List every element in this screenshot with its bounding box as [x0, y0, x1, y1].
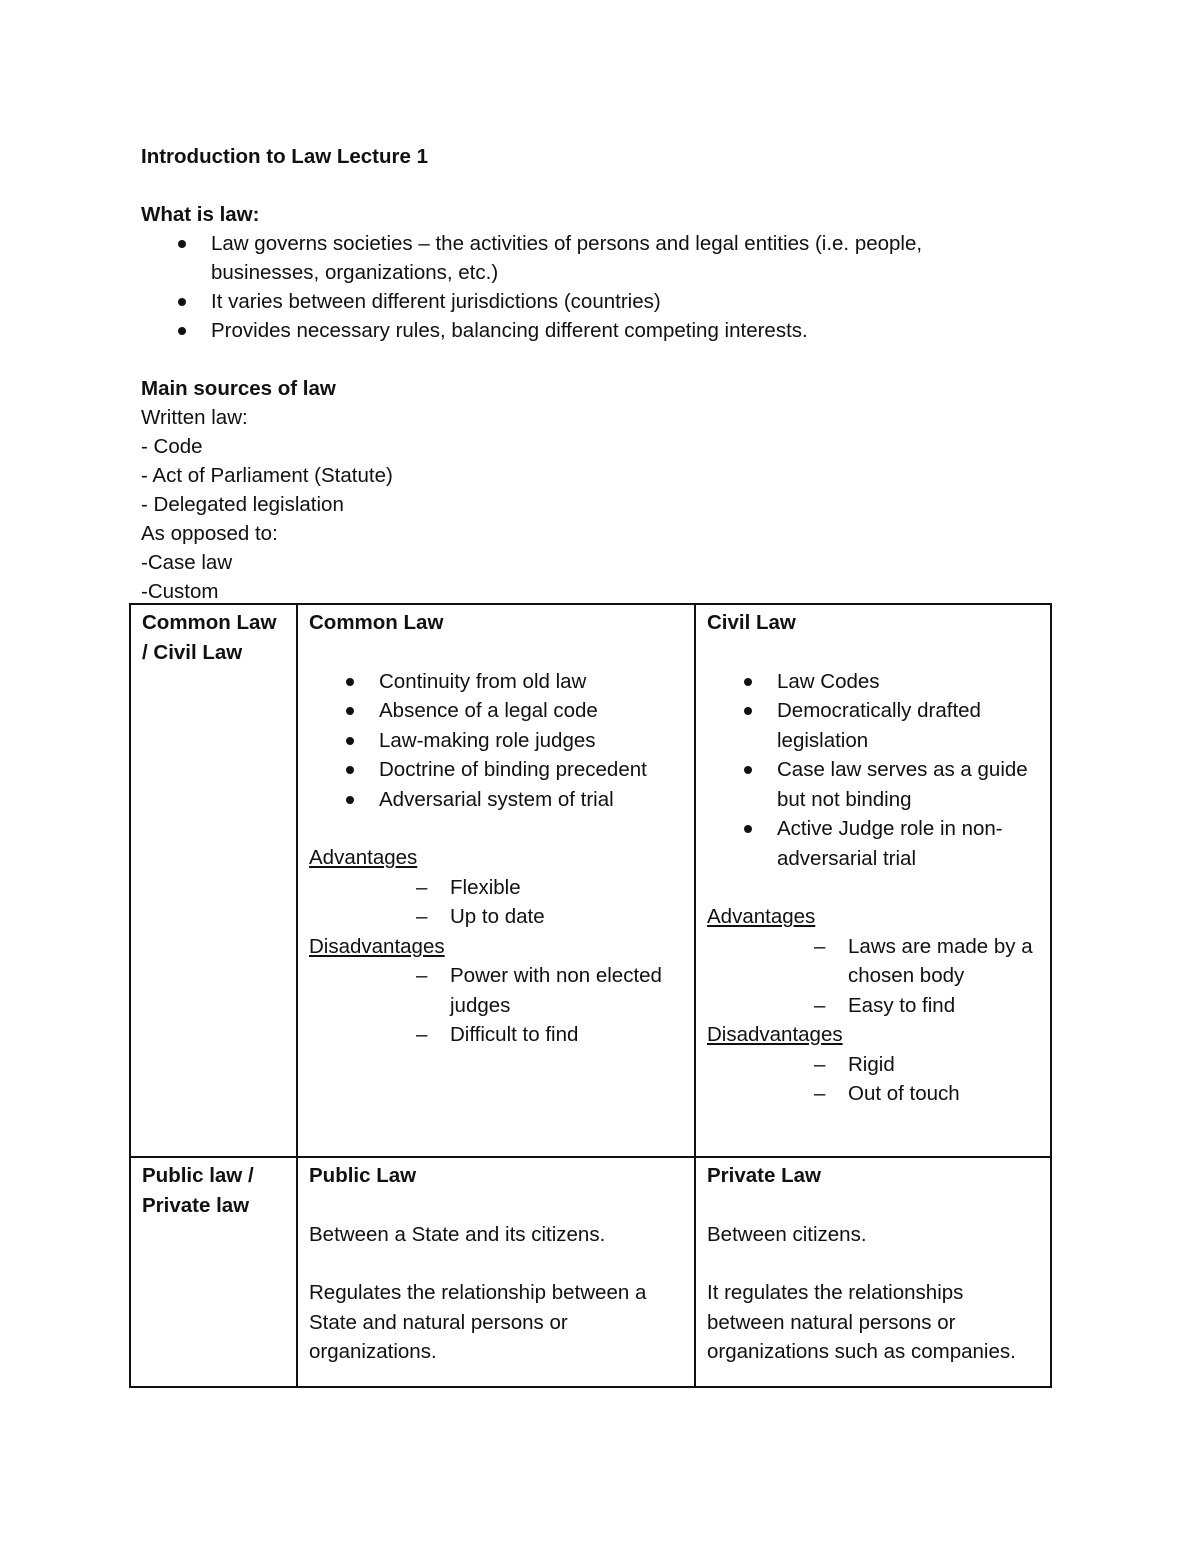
list-item: Law governs societies – the activities of persons and legal entities (i.e. people, businesses, organizations, etc.)	[211, 229, 1001, 287]
list-item: Provides necessary rules, balancing different competing interests.	[211, 316, 1061, 345]
public-law-heading: Public Law	[309, 1164, 417, 1187]
civil-law-features	[707, 667, 1040, 874]
comparison-table	[129, 603, 1052, 1388]
private-law-heading: Private Law	[707, 1164, 821, 1187]
list-item: Democratically drafted legislation	[777, 696, 997, 755]
advantages-list	[309, 873, 684, 932]
list-item: – Up to date	[450, 902, 684, 932]
disadvantages-list	[707, 1050, 1040, 1109]
list-item: Doctrine of binding precedent	[379, 755, 684, 785]
list-item: Law Codes	[777, 667, 1040, 697]
list-item: – Out of touch	[848, 1079, 1040, 1109]
list-item: – Easy to find	[848, 991, 1040, 1021]
disadvantages-label: Disadvantages	[309, 934, 445, 958]
written-law-label: Written law:	[141, 406, 248, 429]
disadvantages-list	[309, 961, 684, 1050]
list-item: – Difficult to find	[450, 1020, 684, 1050]
list-item: -Case law	[141, 551, 233, 574]
table-cell-public-law	[297, 1157, 695, 1387]
advantages-label: Advantages	[707, 905, 816, 928]
private-law-text: It regulates the relationships between natural persons or organizations such as companies.	[707, 1281, 1016, 1363]
list-item: Law-making role judges	[379, 726, 684, 756]
opposed-label: As opposed to:	[141, 522, 278, 545]
what-is-law-heading: What is law:	[141, 203, 260, 226]
what-is-law-list	[141, 229, 1061, 345]
list-item: - Act of Parliament (Statute)	[141, 464, 393, 487]
private-law-text: Between citizens.	[707, 1222, 867, 1246]
list-item: Continuity from old law	[379, 667, 684, 697]
list-item: Adversarial system of trial	[379, 785, 684, 815]
list-item: -Custom	[141, 580, 219, 603]
table-row	[130, 1157, 1051, 1387]
list-item: - Code	[141, 435, 203, 458]
table-cell-label	[130, 604, 297, 1157]
civil-law-heading: Civil Law	[707, 611, 796, 634]
table-cell-private-law	[695, 1157, 1051, 1387]
disadvantages-label: Disadvantages	[707, 1023, 843, 1046]
table-cell-label	[130, 1157, 297, 1387]
list-item: – Laws are made by a chosen body	[848, 932, 1038, 991]
advantages-label: Advantages	[309, 846, 418, 869]
list-item: – Flexible	[450, 873, 684, 903]
list-item: Active Judge role in non-adversarial trial	[777, 814, 1017, 873]
list-item: – Power with non elected judges	[450, 961, 670, 1020]
public-law-text: Between a State and its citizens.	[309, 1222, 606, 1246]
sources-heading: Main sources of law	[141, 377, 336, 400]
common-law-features	[309, 667, 684, 815]
public-law-text: Regulates the relationship between a State and natural persons or organizations.	[309, 1281, 647, 1363]
list-item: Absence of a legal code	[379, 696, 684, 726]
table-cell-common-law	[297, 604, 695, 1157]
page-title: Introduction to Law Lecture 1	[141, 145, 429, 168]
advantages-list	[707, 932, 1040, 1021]
list-item: It varies between different jurisdictions (countries)	[211, 287, 1061, 316]
common-law-heading: Common Law	[309, 611, 444, 634]
table-row	[130, 604, 1051, 1157]
list-item: – Rigid	[848, 1050, 1040, 1080]
row-label: Public law / Private law	[142, 1164, 254, 1217]
row-label: Common Law / Civil Law	[142, 611, 277, 664]
table-cell-civil-law	[695, 604, 1051, 1157]
document-body	[141, 142, 1061, 606]
list-item: - Delegated legislation	[141, 493, 344, 516]
list-item: Case law serves as a guide but not binding	[777, 755, 1032, 814]
